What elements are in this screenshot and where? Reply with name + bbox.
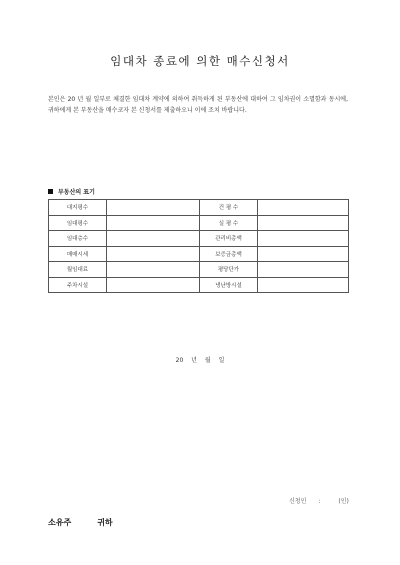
field-value[interactable] (107, 215, 200, 231)
addressee (48, 517, 113, 528)
field-value[interactable] (107, 200, 200, 216)
seal-mark: (인) (338, 498, 349, 505)
section-heading-label: 부동산의 표기 (58, 189, 95, 196)
applicant-label: 신청인 (289, 498, 307, 505)
field-value[interactable] (258, 246, 349, 262)
field-value[interactable] (107, 246, 200, 262)
field-value[interactable] (258, 262, 349, 278)
request-statement: 본인은 20 년 월 일부로 체결한 임대차 계약에 의하여 취득하게 된 부동산에 대하여 그 임차권이 소멸함과 동시에, 귀하에게 본 부동산을 매수코자 본 신청서를 제출하오니 이에 조치 바랍니다. (48, 96, 348, 114)
field-value[interactable] (107, 277, 200, 293)
field-label: 대지평수 (49, 200, 107, 216)
section-heading (48, 187, 95, 196)
applicant-signature-line (289, 496, 349, 505)
table-row (49, 277, 349, 293)
field-label: 매매시세 (49, 246, 107, 262)
field-label: 관리비총액 (200, 231, 258, 247)
applicant-separator: : (318, 498, 321, 505)
field-label: 월임대료 (49, 262, 107, 278)
field-value[interactable] (258, 277, 349, 293)
field-value[interactable] (258, 215, 349, 231)
field-label: 건 평 수 (200, 200, 258, 216)
addressee-name: 소유주 (48, 518, 72, 527)
field-label: 실 평 수 (200, 215, 258, 231)
document-title: 임대차 종료에 의한 매수신청서 (110, 54, 290, 68)
table-row (49, 215, 349, 231)
field-value[interactable] (107, 231, 200, 247)
field-label: 보증금총액 (200, 246, 258, 262)
table-row (49, 231, 349, 247)
table-row (49, 200, 349, 216)
addressee-suffix: 귀하 (97, 518, 113, 527)
property-table (48, 199, 349, 293)
date-line: 20 년 월 일 (175, 357, 225, 364)
field-label: 임대층수 (49, 231, 107, 247)
field-value[interactable] (258, 200, 349, 216)
table-row (49, 262, 349, 278)
field-value[interactable] (107, 262, 200, 278)
black-square-bullet-icon (48, 189, 53, 194)
table-row (49, 246, 349, 262)
field-label: 주차시설 (49, 277, 107, 293)
field-label: 냉난방시설 (200, 277, 258, 293)
field-label: 임대평수 (49, 215, 107, 231)
field-value[interactable] (258, 231, 349, 247)
field-label: 평당단가 (200, 262, 258, 278)
